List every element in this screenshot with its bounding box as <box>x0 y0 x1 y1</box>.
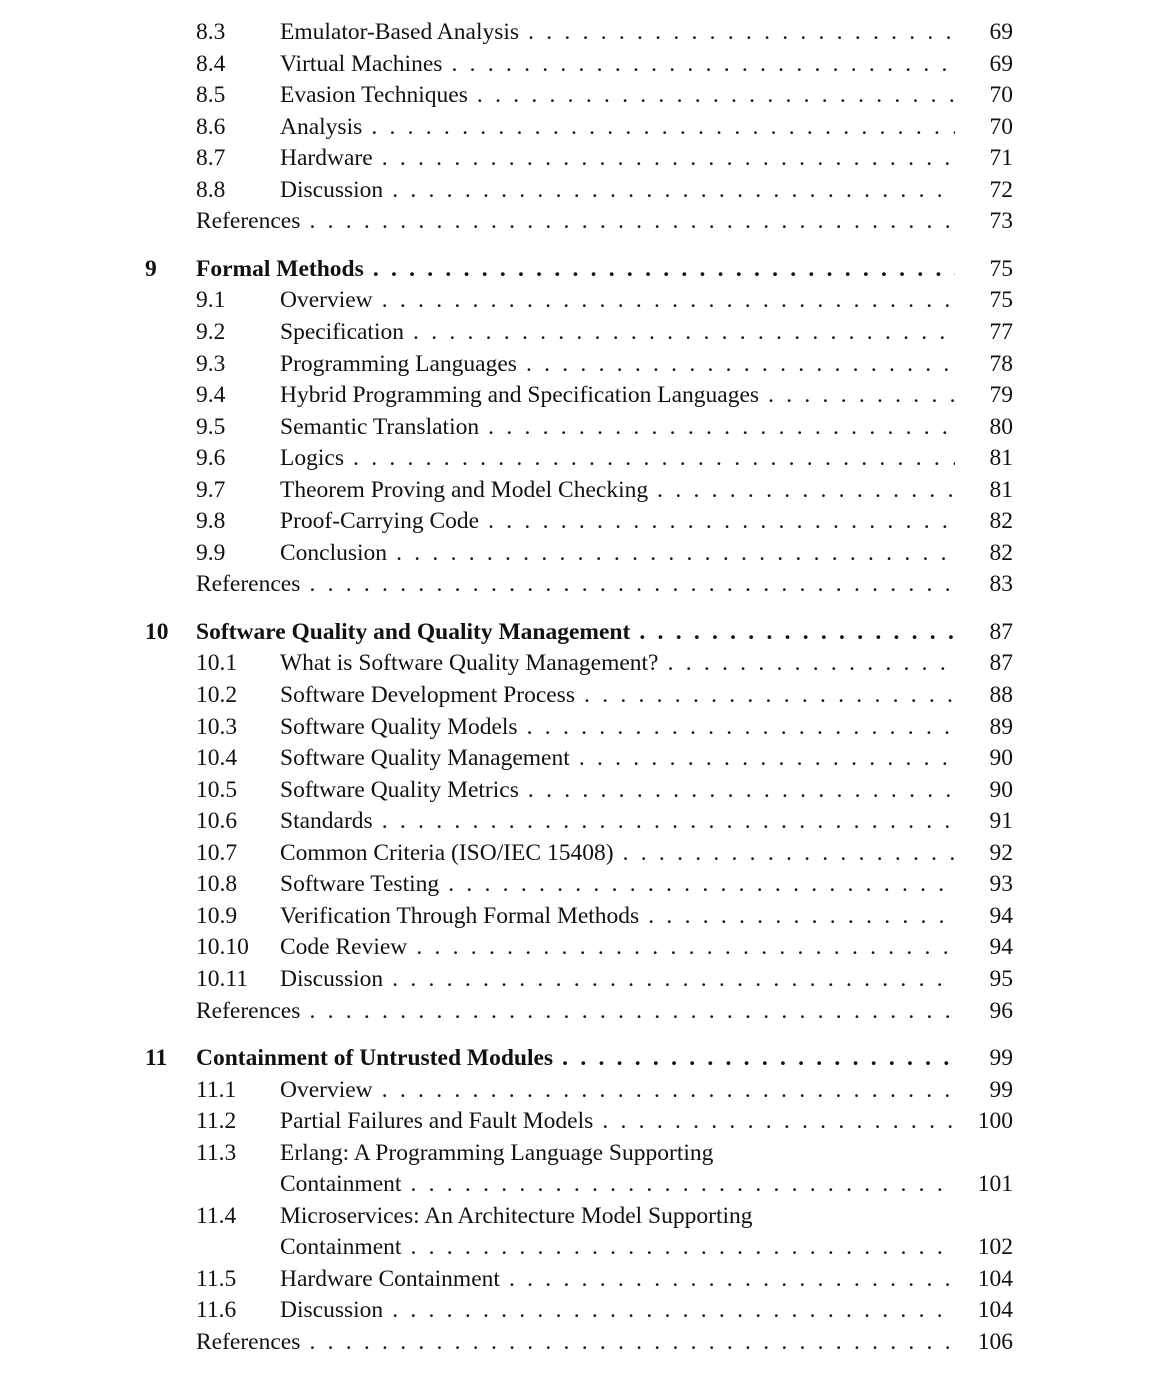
toc-entry-number: 10.9 <box>196 902 238 929</box>
toc-entry-number: 9.8 <box>196 508 226 535</box>
toc-entry-page-number: 90 <box>989 776 1013 803</box>
toc-entry-title: Hardware . . . <box>280 143 955 173</box>
toc-entry-page-number: 90 <box>989 745 1013 772</box>
toc-entry-page-number: 75 <box>989 287 1013 314</box>
toc-entry-number: 9.1 <box>196 287 226 314</box>
toc-section-entry[interactable] <box>0 1075 1156 1105</box>
toc-entry-title: Theorem Proving and Model Checking . . . <box>280 475 955 505</box>
toc-entry-number: 10.1 <box>196 650 238 677</box>
toc-section-entry[interactable] <box>0 17 1156 47</box>
toc-entry-number: 11.6 <box>196 1297 237 1324</box>
toc-section-entry[interactable] <box>0 143 1156 173</box>
toc-entry-number: 11.2 <box>196 1108 237 1135</box>
toc-entry-title: What is Software Quality Management? . . . <box>280 648 955 678</box>
toc-entry-title: Microservices: An Architecture Model Supporting <box>280 1202 753 1229</box>
toc-entry-page-number: 79 <box>989 382 1013 409</box>
toc-entry-page-number: 94 <box>989 934 1013 961</box>
toc-entry-number: 10.2 <box>196 682 238 708</box>
toc-section-entry[interactable] <box>0 901 1156 931</box>
toc-entry-page-number: 99 <box>989 1076 1013 1103</box>
toc-references-entry[interactable] <box>0 1327 1156 1357</box>
toc-entry-title: Software Quality Metrics . . . <box>280 775 955 805</box>
toc-entry-number: 11.5 <box>196 1265 237 1292</box>
toc-entry-page-number: 106 <box>977 1329 1013 1355</box>
toc-entry-page-number: 95 <box>989 965 1013 992</box>
toc-entry-title: Specification . . . <box>280 317 955 347</box>
toc-entry-number: 10.6 <box>196 808 238 835</box>
toc-section-entry[interactable] <box>0 412 1156 442</box>
toc-entry-number: 10.4 <box>196 745 238 772</box>
toc-entry-number: 8.7 <box>196 145 226 172</box>
toc-section-entry[interactable] <box>0 1295 1156 1325</box>
toc-entry-title: References . . . <box>196 996 955 1026</box>
toc-entry-title: References . . . <box>196 569 955 599</box>
toc-entry-title: Software Development Process . . . <box>280 680 955 710</box>
toc-entry-page-number: 77 <box>989 318 1013 345</box>
toc-section-entry[interactable] <box>0 317 1156 347</box>
toc-chapter-entry[interactable] <box>0 254 1156 284</box>
toc-entry-title: Containment of Untrusted Modules . . . <box>196 1043 955 1073</box>
toc-entry-title: Analysis . . . <box>280 112 955 142</box>
toc-entry-page-number: 104 <box>977 1297 1013 1324</box>
toc-entry-page-number: 69 <box>989 19 1013 45</box>
toc-entry-title: Evasion Techniques . . . <box>280 80 955 110</box>
toc-entry-title: Software Quality and Quality Management . . . <box>196 617 955 647</box>
toc-entry-number: 9.7 <box>196 476 226 503</box>
toc-section-entry[interactable] <box>0 743 1156 773</box>
toc-entry-page-number: 72 <box>989 176 1013 203</box>
toc-section-entry[interactable] <box>0 1201 1156 1231</box>
toc-entry-number: 8.5 <box>196 82 226 109</box>
toc-entry-page-number: 81 <box>989 445 1013 472</box>
toc-entry-title: Software Testing . . . <box>280 869 955 899</box>
toc-section-entry[interactable] <box>0 538 1156 568</box>
toc-entry-number: 11.3 <box>196 1139 237 1166</box>
toc-section-entry[interactable] <box>0 712 1156 742</box>
toc-entry-page-number: 101 <box>977 1171 1013 1198</box>
toc-section-entry[interactable] <box>0 806 1156 836</box>
toc-entry-number: 10.5 <box>196 776 238 803</box>
toc-entry-number: 11 <box>145 1045 168 1072</box>
toc-section-entry[interactable] <box>0 349 1156 379</box>
toc-section-entry[interactable] <box>0 506 1156 536</box>
toc-entry-page-number: 75 <box>989 255 1013 282</box>
toc-entry-page-number: 96 <box>989 997 1013 1024</box>
toc-entry-title: Discussion . . . <box>280 964 955 994</box>
toc-entry-title: Erlang: A Programming Language Supporting <box>280 1139 714 1166</box>
toc-entry-page-number: 87 <box>989 618 1013 645</box>
toc-entry-title: Semantic Translation . . . <box>280 412 955 442</box>
toc-references-entry[interactable] <box>0 996 1156 1026</box>
toc-section-entry[interactable] <box>0 1264 1156 1294</box>
toc-section-entry[interactable] <box>0 285 1156 315</box>
toc-entry-title: References . . . <box>196 1327 955 1357</box>
toc-references-entry[interactable] <box>0 569 1156 599</box>
toc-section-entry[interactable] <box>0 1106 1156 1136</box>
toc-entry-title: Software Quality Management . . . <box>280 743 955 773</box>
toc-entry-number: 8.6 <box>196 113 226 140</box>
toc-chapter-entry[interactable] <box>0 617 1156 647</box>
toc-section-entry[interactable] <box>0 838 1156 868</box>
toc-entry-page-number: 82 <box>989 508 1013 535</box>
toc-entry-title: Common Criteria (ISO/IEC 15408) . . . <box>280 838 955 868</box>
toc-section-entry[interactable] <box>0 175 1156 205</box>
toc-entry-number: 10.8 <box>196 871 238 898</box>
toc-entry-page-number: 70 <box>989 113 1013 140</box>
toc-entry-title: Programming Languages . . . <box>280 349 955 379</box>
toc-entry-number: 10.11 <box>196 965 249 992</box>
toc-entry-page-number: 93 <box>989 871 1013 898</box>
toc-entry-number: 11.4 <box>196 1202 237 1229</box>
toc-section-entry[interactable] <box>0 80 1156 110</box>
toc-entry-number: 10.3 <box>196 713 238 740</box>
toc-entry-page-number: 104 <box>977 1265 1013 1292</box>
toc-entry-page-number: 99 <box>989 1045 1013 1072</box>
toc-entry-number: 10 <box>145 618 169 645</box>
toc-entry-page-number: 94 <box>989 902 1013 929</box>
toc-entry-title: Emulator-Based Analysis . . . <box>280 17 955 47</box>
toc-entry-page-number: 91 <box>989 808 1013 835</box>
toc-entry-title: Code Review . . . <box>280 932 955 962</box>
toc-entry-page-number: 71 <box>989 145 1013 172</box>
toc-entry-title: Conclusion . . . <box>280 538 955 568</box>
toc-entry-title: Hybrid Programming and Specification Languages . . . <box>280 380 955 410</box>
toc-entry-page-number: 81 <box>989 476 1013 503</box>
toc-entry-number: 10.10 <box>196 934 249 961</box>
toc-entry-page-number: 88 <box>989 682 1013 708</box>
toc-entry-page-number: 69 <box>989 50 1013 77</box>
toc-entry-title: Overview . . . <box>280 285 955 315</box>
toc-entry-number: 8.3 <box>196 19 226 45</box>
toc-entry-title: Discussion . . . <box>280 175 955 205</box>
toc-entry-page-number: 78 <box>989 350 1013 377</box>
toc-section-entry[interactable] <box>0 680 1156 710</box>
toc-entry-title: Verification Through Formal Methods . . . <box>280 901 955 931</box>
toc-entry-page-number: 87 <box>989 650 1013 677</box>
toc-section-entry[interactable] <box>0 648 1156 678</box>
toc-entry-number: 8.4 <box>196 50 226 77</box>
toc-section-entry[interactable] <box>0 869 1156 899</box>
toc-section-entry[interactable] <box>0 1138 1156 1168</box>
toc-entry-page-number: 92 <box>989 839 1013 866</box>
toc-entry-title: Formal Methods . . . <box>196 254 955 284</box>
toc-entry-number: 8.8 <box>196 176 226 203</box>
toc-entry-page-number: 100 <box>977 1108 1013 1135</box>
toc-entry-title: Logics . . . <box>280 443 955 473</box>
toc-section-entry[interactable] <box>0 49 1156 79</box>
toc-entry-page-number: 70 <box>989 82 1013 109</box>
toc-entry-title: Standards . . . <box>280 806 955 836</box>
toc-section-entry[interactable] <box>0 964 1156 994</box>
toc-entry-number: 9.2 <box>196 318 226 345</box>
toc-entry-title: Containment . . . <box>280 1169 955 1199</box>
toc-section-entry[interactable] <box>0 112 1156 142</box>
toc-entry-number: 9.3 <box>196 350 226 377</box>
toc-section-entry[interactable] <box>0 1232 1156 1262</box>
toc-entry-number: 9.4 <box>196 382 226 409</box>
toc-entry-number: 9 <box>145 255 157 282</box>
toc-entry-number: 10.7 <box>196 839 238 866</box>
toc-entry-page-number: 102 <box>977 1234 1013 1261</box>
toc-entry-title: Overview . . . <box>280 1075 955 1105</box>
toc-entry-title: Partial Failures and Fault Models . . . <box>280 1106 955 1136</box>
toc-entry-number: 9.9 <box>196 539 226 566</box>
toc-chapter-entry[interactable] <box>0 1043 1156 1073</box>
toc-entry-page-number: 80 <box>989 413 1013 440</box>
toc-section-entry[interactable] <box>0 1169 1156 1199</box>
toc-entry-page-number: 82 <box>989 539 1013 566</box>
toc-entry-page-number: 73 <box>989 208 1013 235</box>
toc-section-entry[interactable] <box>0 380 1156 410</box>
toc-entry-number: 9.5 <box>196 413 226 440</box>
toc-entry-title: Virtual Machines . . . <box>280 49 955 79</box>
toc-section-entry[interactable] <box>0 775 1156 805</box>
toc-section-entry[interactable] <box>0 443 1156 473</box>
toc-references-entry[interactable] <box>0 206 1156 236</box>
toc-entry-title: Discussion . . . <box>280 1295 955 1325</box>
toc-entry-page-number: 83 <box>989 571 1013 598</box>
toc-section-entry[interactable] <box>0 932 1156 962</box>
toc-entry-title: Proof-Carrying Code . . . <box>280 506 955 536</box>
toc-entry-title: Hardware Containment . . . <box>280 1264 955 1294</box>
toc-entry-number: 9.6 <box>196 445 226 472</box>
toc-entry-title: References . . . <box>196 206 955 236</box>
toc-section-entry[interactable] <box>0 475 1156 505</box>
toc-entry-title: Containment . . . <box>280 1232 955 1262</box>
toc-entry-number: 11.1 <box>196 1076 237 1103</box>
toc-entry-title: Software Quality Models . . . <box>280 712 955 742</box>
toc-entry-page-number: 89 <box>989 713 1013 740</box>
